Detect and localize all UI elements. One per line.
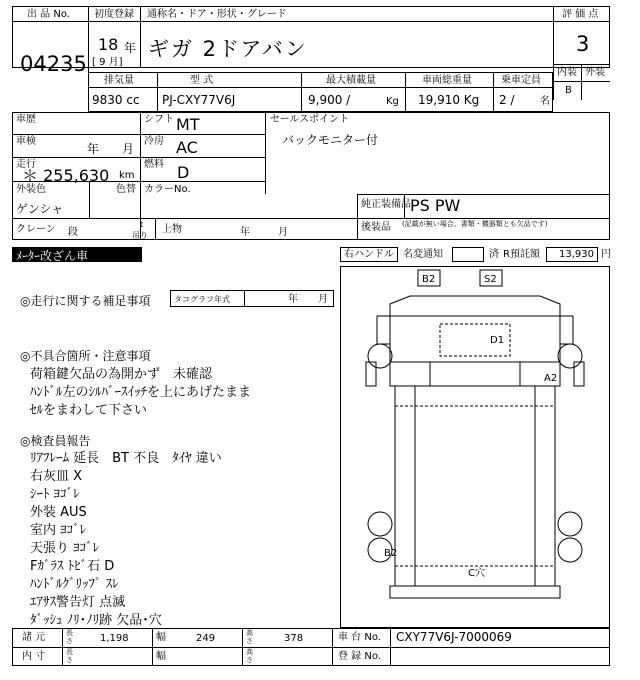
mileage-value: ＊ 255,630 xyxy=(22,166,110,185)
upper-year: 年 xyxy=(240,227,250,238)
steering-box xyxy=(340,247,398,262)
crane-lift: 吊り xyxy=(132,231,148,240)
displacement-value: 9830 cc xyxy=(92,93,140,107)
tacho-month: 月 xyxy=(318,294,328,305)
inspector-title: ◎検査員報告 xyxy=(20,434,91,448)
crane-label: クレーン xyxy=(16,224,56,235)
aftermarket-label: 後装品 xyxy=(361,222,391,233)
first-reg-year: 18 xyxy=(98,35,119,54)
mark-a2: A2 xyxy=(544,373,558,384)
gross-weight-value: 19,910 Kg xyxy=(418,93,480,107)
inner-dims-label: 内 寸 xyxy=(22,651,46,662)
capacity-unit: 名 xyxy=(540,96,550,107)
upper-month: 月 xyxy=(278,227,288,238)
mark-b2-bottom: B2 xyxy=(384,548,398,559)
capacity-label: 乗車定員 xyxy=(501,75,541,86)
ac-value: AC xyxy=(176,138,198,157)
gross-weight-label: 車両総重量 xyxy=(422,75,472,86)
model-code-value: PJ-CXY77V6J xyxy=(162,93,236,107)
meter-banner xyxy=(12,247,142,262)
crane-ton: t xyxy=(140,220,144,229)
inner-height-label: 高さ xyxy=(246,648,253,664)
sales-point-value: バックモニター付 xyxy=(282,133,379,147)
exterior-label: 外装 xyxy=(585,67,605,78)
r-deposit-unit: 円 xyxy=(601,249,611,260)
year-label: 年 xyxy=(124,41,137,55)
steering-value: 右ハンドル xyxy=(344,249,394,260)
sales-point-label: セールスポイント xyxy=(270,114,350,125)
defect-line: ｾﾙをまわして下さい xyxy=(30,403,148,418)
displacement-label: 排気量 xyxy=(104,75,134,86)
width-value: 249 xyxy=(196,633,216,644)
truck-diagram xyxy=(340,266,610,628)
history-label: 車歴 xyxy=(16,114,36,125)
model-name: ギガ 2ドアバン xyxy=(148,37,308,61)
inner-width-label: 幅 xyxy=(156,651,166,662)
color-label: 外装色 xyxy=(16,184,46,195)
model-code-label: 型 式 xyxy=(190,75,214,86)
width-label: 幅 xyxy=(156,632,166,643)
inspector-line: 右灰皿 X xyxy=(30,469,83,484)
inspector-line: ｼｰﾄ ﾖｺﾞﾚ xyxy=(30,487,80,502)
chassis-value: CXY77V6J-7000069 xyxy=(396,630,512,644)
chassis-label: 車 台 No. xyxy=(338,632,381,643)
crane-stage: 段 xyxy=(68,227,78,238)
inspector-line: ﾊﾝﾄﾞﾙｸﾞﾘｯﾌﾟ ｽﾚ xyxy=(30,577,119,592)
inspector-line: 天張り ﾖｺﾞﾚ xyxy=(30,541,100,556)
inspector-line: ｴｱｻｽ警告灯 点滅 xyxy=(30,595,126,610)
tacho-year: 年 xyxy=(288,294,298,305)
inspector-line: Fｶﾞﾗｽ ﾄﾋﾞ石 D xyxy=(30,559,115,574)
shift-value: MT xyxy=(176,115,200,134)
std-equip-value: PS PW xyxy=(410,196,461,215)
aftermarket-note: (記載が無い場合、書類・機器類とも欠品です) xyxy=(402,220,548,228)
lot-label: 出 品 No. xyxy=(27,9,70,20)
color-no-label: 色替 xyxy=(116,184,136,195)
interior-label: 内装 xyxy=(557,67,577,78)
mileage-label: 走行 xyxy=(16,159,36,170)
dims-label: 諸 元 xyxy=(22,632,46,643)
inner-length-label: 長さ xyxy=(66,648,73,664)
mark-c-hole: C穴 xyxy=(468,568,485,579)
lot-number: 04235 xyxy=(20,52,87,76)
inspector-line: ﾘｱﾌﾚｰﾑ 延長 BT 不良 ﾀｲﾔ 違い xyxy=(30,451,222,466)
max-load-value: 9,900 / xyxy=(308,93,351,107)
upper-label: 上物 xyxy=(162,224,182,235)
max-load-unit: Kg xyxy=(386,96,399,107)
shift-label: シフト xyxy=(144,114,174,125)
ac-label: 冷房 xyxy=(144,136,164,147)
color-value: ゲンシャ xyxy=(16,202,64,216)
tacho-label: タコグラフ年式 xyxy=(174,295,230,304)
capacity-value: 2 / xyxy=(499,93,515,107)
model-name-label: 通称名・ドア・形状・グレード xyxy=(147,9,287,20)
length-label: 長さ xyxy=(66,629,73,645)
mark-b2-top: B2 xyxy=(422,274,436,285)
name-change-label: 名変通知 xyxy=(403,249,443,260)
first-reg-month: [ 9 月] xyxy=(92,57,123,68)
defect-line: 荷箱鍵欠品の為開かず 未確認 xyxy=(30,367,213,382)
length-value: 1,198 xyxy=(100,633,129,644)
fuel-label: 燃料 xyxy=(144,159,164,170)
inspector-line: 外装 AUS xyxy=(30,505,87,520)
fuel-value: D xyxy=(177,163,190,182)
defect-line: ﾊﾝﾄﾞﾙ左のｼﾙﾊﾞｰｽｲｯﾁを上にあげたまま xyxy=(30,385,252,400)
defects-title: ◎不具合箇所・注意事項 xyxy=(20,349,151,363)
r-deposit-label: R預託額 xyxy=(503,249,540,260)
mark-s2: S2 xyxy=(484,274,497,285)
mark-d1: D1 xyxy=(490,335,505,346)
inspection-year: 年 xyxy=(87,142,100,156)
supplement-title: ◎走行に関する補足事項 xyxy=(20,294,151,308)
interior-grade: B xyxy=(565,85,572,96)
meter-banner-text: ﾒｰﾀｰ改ざん車 xyxy=(16,249,89,263)
name-change-box xyxy=(452,247,484,262)
registration-label: 登 録 No. xyxy=(338,651,381,662)
box-mark: 済 xyxy=(489,249,499,260)
grade-value: 3 xyxy=(576,32,590,56)
max-load-label: 最大積載量 xyxy=(326,75,376,86)
height-value: 378 xyxy=(284,633,304,644)
std-equip-label: 純正装備品 xyxy=(361,199,411,210)
mileage-unit: km xyxy=(119,170,135,181)
inspection-month: 月 xyxy=(122,142,135,156)
r-deposit-amount: 13,930 xyxy=(559,249,594,260)
color-code-label: カラーNo. xyxy=(144,184,191,195)
r-deposit-box xyxy=(546,247,598,262)
height-label: 高さ xyxy=(246,629,253,645)
inspection-label: 車検 xyxy=(16,136,36,147)
first-reg-label: 初度登録 xyxy=(94,9,134,20)
inspector-line: ﾀﾞｯｼｭ ﾉﾘ･ﾉﾘ跡 欠品･穴 xyxy=(30,613,162,628)
inspector-line: 室内 ﾖｺﾞﾚ xyxy=(30,523,87,538)
grade-label: 評 価 点 xyxy=(562,9,599,20)
